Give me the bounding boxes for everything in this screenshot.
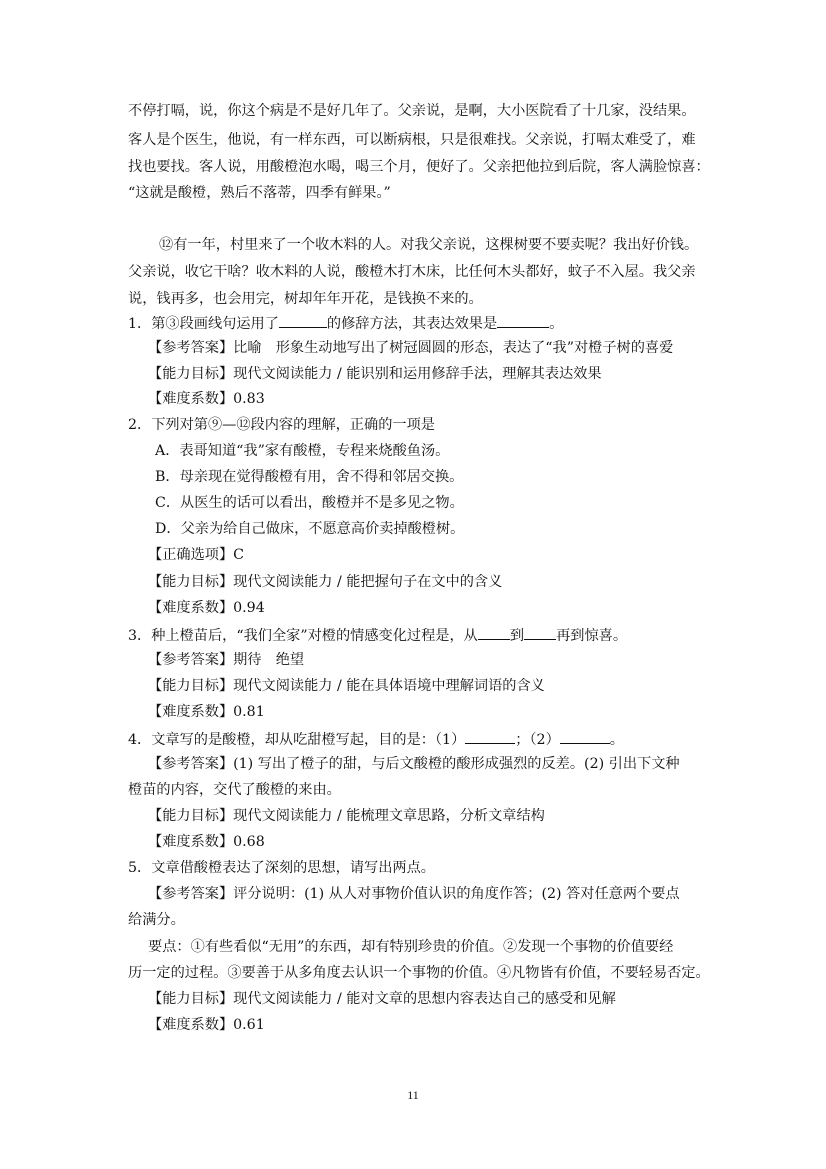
- question-text: 的修辞方法，其表达效果是: [326, 316, 498, 332]
- ability-goal: 【能力目标】现代文阅读能力 / 能梳理文章思路，分析文章结构: [148, 808, 545, 824]
- difficulty: 【难度系数】0.83: [148, 391, 265, 407]
- story-line: ⑫有一年，村里来了一个收木料的人。对我父亲说，这棵树要不要卖呢？我出好价钱。: [159, 237, 699, 253]
- story-line: 找也要找。客人说，用酸橙泡水喝，喝三个月，便好了。父亲把他拉到后院，客人满脸惊喜：: [128, 159, 710, 175]
- answer-blank: [465, 728, 515, 744]
- question-text: 4．文章写的是酸橙，却从吃甜橙写起，目的是：（1）: [128, 732, 466, 748]
- key-points: 要点：①有些看似“无用”的东西，却有特别珍贵的价值。②发现一个事物的价值要经: [148, 939, 674, 955]
- answer-blank: [497, 312, 549, 328]
- question-text: ；（2）: [515, 732, 560, 748]
- reference-answer: 【参考答案】比喻 形象生动地写出了树冠圆圆的形态，表达了“我”对橙子树的喜爱: [148, 340, 674, 356]
- answer-blank: [524, 624, 556, 640]
- option-a: A．表哥知道“我”家有酸橙，专程来烧酸鱼汤。: [155, 443, 450, 459]
- question-3: [128, 624, 627, 646]
- question-text: 。: [549, 316, 564, 332]
- difficulty: 【难度系数】0.94: [148, 600, 265, 616]
- question-5: 5．文章借酸橙表达了深刻的思想，请写出两点。: [128, 860, 435, 876]
- ability-goal: 【能力目标】现代文阅读能力 / 能在具体语境中理解词语的含义: [148, 678, 545, 694]
- question-text: 到: [509, 628, 525, 644]
- question-text: 1．第③段画线句运用了: [128, 316, 279, 332]
- story-line: 不停打嗝，说，你这个病是不是好几年了。父亲说，是啊，大小医院看了十几家，没结果。: [128, 103, 696, 119]
- question-text: 再到惊喜。: [556, 628, 628, 644]
- answer-blank: [478, 624, 510, 640]
- reference-answer: 【参考答案】评分说明：(1) 从人对事物价值认识的角度作答；(2) 答对任意两个要点: [148, 886, 680, 902]
- story-line: 客人是个医生，他说，有一样东西，可以断病根，只是很难找。父亲说，打嗝太难受了，难: [128, 132, 696, 148]
- story-line: “这就是酸橙，熟后不落蒂，四季有鲜果。”: [128, 185, 391, 201]
- option-c: C．从医生的话可以看出，酸橙并不是多见之物。: [155, 495, 464, 511]
- reference-answer: 橙苗的内容，交代了酸橙的来由。: [128, 782, 341, 798]
- ability-goal: 【能力目标】现代文阅读能力 / 能识别和运用修辞手法，理解其表达效果: [148, 366, 602, 382]
- difficulty: 【难度系数】0.68: [148, 834, 265, 850]
- reference-answer: 给满分。: [128, 912, 185, 928]
- question-1: [128, 312, 563, 334]
- option-b: B．母亲现在觉得酸橙有用，舍不得和邻居交换。: [155, 469, 464, 485]
- question-4: [128, 728, 624, 750]
- ability-goal: 【能力目标】现代文阅读能力 / 能对文章的思想内容表达自己的感受和见解: [148, 991, 616, 1007]
- page-number: 11: [407, 1088, 419, 1102]
- key-points: 历一定的过程。③要善于从多角度去认识一个事物的价值。④凡物皆有价值，不要轻易否定。: [128, 965, 710, 981]
- difficulty: 【难度系数】0.81: [148, 704, 265, 720]
- question-2: 2．下列对第⑨—⑫段内容的理解，正确的一项是: [128, 417, 435, 433]
- reference-answer: 【参考答案】(1) 写出了橙子的甜，与后文酸橙的酸形成强烈的反差。(2) 引出下文种: [148, 756, 680, 772]
- story-line: 父亲说，收它干啥？收木料的人说，酸橙木打木床，比任何木头都好，蚊子不入屋。我父亲: [128, 264, 696, 280]
- correct-option: 【正确选项】C: [148, 547, 244, 563]
- question-text: 。: [609, 732, 624, 748]
- ability-goal: 【能力目标】现代文阅读能力 / 能把握句子在文中的含义: [148, 574, 503, 590]
- question-text: 3．种上橙苗后，“我们全家”对橙的情感变化过程是，从: [128, 628, 478, 644]
- reference-answer: 【参考答案】期待 绝望: [148, 652, 305, 668]
- answer-blank: [560, 728, 610, 744]
- story-line: 说，钱再多，也会用完，树却年年开花，是钱换不来的。: [128, 291, 483, 307]
- difficulty: 【难度系数】0.61: [148, 1017, 265, 1033]
- answer-blank: [279, 312, 327, 328]
- option-d: D．父亲为给自己做床，不愿意高价卖掉酸橙树。: [155, 521, 465, 537]
